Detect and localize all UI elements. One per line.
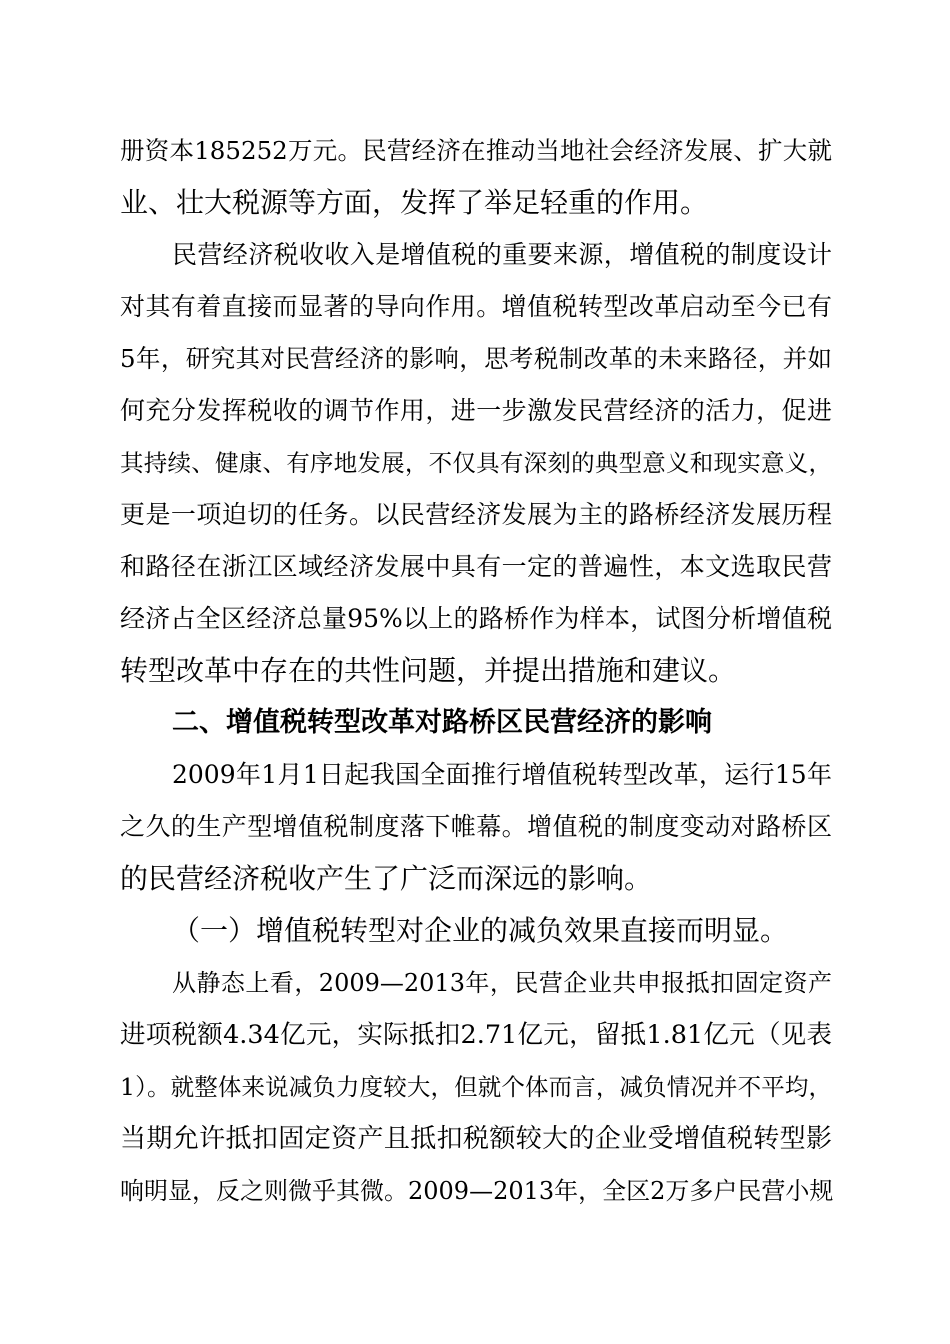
paragraph-2-line-6: 更是一项迫切的任务。以民营经济发展为主的路桥经济发展历程 — [120, 500, 832, 529]
paragraph-4-line-4: 当期允许抵扣固定资产且抵扣税额较大的企业受增值税转型影 — [120, 1124, 832, 1154]
paragraph-4-line-2: 进项税额4.34亿元，实际抵扣2.71亿元，留抵1.81亿元（见表 — [120, 1020, 832, 1050]
paragraph-2-line-5: 其持续、健康、有序地发展，不仅具有深刻的典型意义和现实意义， — [120, 449, 832, 477]
paragraph-3-line-3: 的民营经济税收产生了广泛而深远的影响。 — [120, 862, 653, 895]
paragraph-4-line-5: 响明显，反之则微乎其微。2009—2013年，全区2万多户民营小规 — [120, 1177, 834, 1205]
paragraph-3-line-2: 之久的生产型增值税制度落下帷幕。增值税的制度变动对路桥区 — [120, 812, 832, 841]
paragraph-2-line-4: 何充分发挥税收的调节作用，进一步激发民营经济的活力，促进 — [120, 396, 832, 425]
paragraph-2-line-2: 对其有着直接而显著的导向作用。增值税转型改革启动至今已有 — [120, 292, 832, 321]
paragraph-1-line-2: 业、壮大税源等方面，发挥了举足轻重的作用。 — [120, 186, 709, 219]
paragraph-2-line-8: 经济占全区经济总量95%以上的路桥作为样本，试图分析增值税 — [120, 604, 832, 633]
paragraph-4-line-3: 1）。就整体来说减负力度较大，但就个体而言，减负情况并不平均， — [120, 1073, 832, 1101]
paragraph-2-line-3: 5年，研究其对民营经济的影响，思考税制改革的未来路径，并如 — [120, 344, 832, 373]
paragraph-4-line-1: 从静态上看，2009—2013年，民营企业共申报抵扣固定资产 — [172, 969, 832, 997]
paragraph-2-line-1: 民营经济税收收入是增值税的重要来源，增值税的制度设计 — [172, 240, 832, 269]
paragraph-2-line-7: 和路径在浙江区域经济发展中具有一定的普遍性，本文选取民营 — [120, 552, 832, 581]
subsection-heading: （一）增值税转型对企业的减负效果直接而明显。 — [172, 914, 789, 947]
section-heading: 二、增值税转型改革对路桥区民营经济的影响 — [172, 707, 712, 738]
paragraph-2-line-9: 转型改革中存在的共性问题，并提出措施和建议。 — [120, 654, 737, 687]
paragraph-3-line-1: 2009年1月1日起我国全面推行增值税转型改革，运行15年 — [172, 760, 832, 789]
paragraph-1-line-1: 册资本185252万元。民营经济在推动当地社会经济发展、扩大就 — [120, 136, 832, 165]
